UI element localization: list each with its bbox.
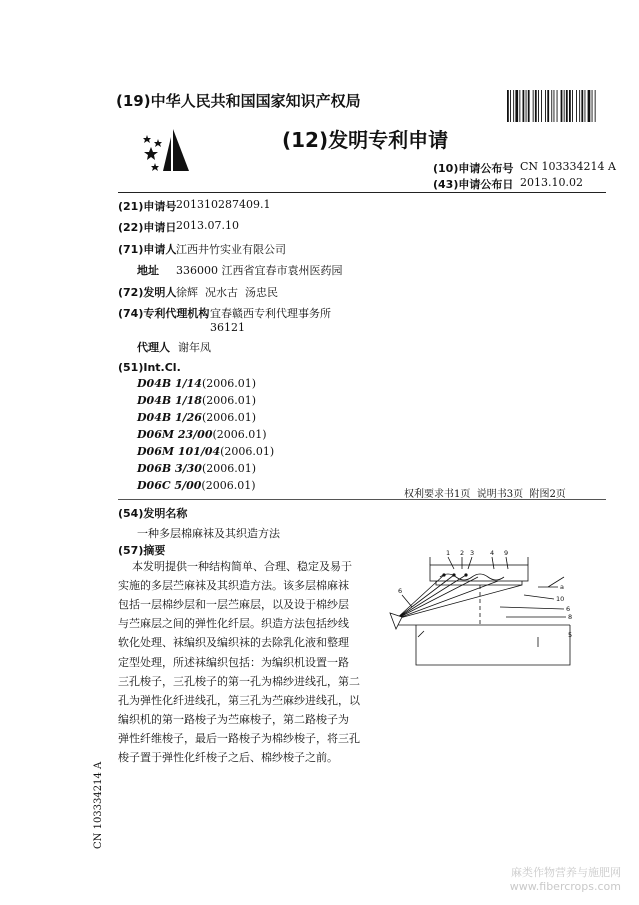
abstract-line: 弹性纤维梭子，最后一路梭子为棉纱梭子，将三孔 [118,731,360,745]
barcode [507,90,606,122]
figure-label: 3 [470,549,475,557]
page-counts: 权利要求书1页 说明书3页 附图2页 [404,489,566,500]
ipc-row [137,462,256,475]
ipc-row [137,377,256,390]
abstract-line: 与苎麻层之间的弹性化纤层。织造方法包括纱线 [118,617,349,631]
ipc-code: D06C 5/00 [137,479,202,492]
ipc-code: D04B 1/26 [137,411,202,424]
figure-label: 4 [490,549,495,557]
header-divider [118,192,606,193]
ipc-code: D04B 1/14 [137,377,202,390]
application-date-label: (22)申请日 [118,221,177,234]
abstract-line: 实施的多层苎麻袜及其织造方法。该多层棉麻袜 [118,579,349,593]
agency-label: (74)专利代理机构 [118,307,210,320]
figure-label: 8 [568,613,573,621]
ipc-code: D06M 101/04 [137,445,221,458]
watermark [510,866,621,894]
inventor-value: 徐辉 况水古 汤忠民 [176,286,278,299]
abstract-line: 包括一层棉纱层和一层苎麻层，以及设于棉纱层 [118,598,349,612]
abstract-line: 编织机的第一路梭子为苎麻梭子，第二路梭子为 [118,712,349,726]
application-number-label: (21)申请号 [118,200,177,213]
ipc-row [137,479,256,492]
figure-label: 10 [556,595,565,603]
figure-label: 9 [504,549,509,557]
figure-label: 6 [566,605,571,613]
abstract-label: (57)摘要 [118,544,166,557]
figure-label: 6 [398,587,403,595]
abstract-line: 孔为弹性化纤进线孔，第三孔为苎麻纱进线孔，以 [118,693,360,707]
application-date-value: 2013.07.10 [176,219,239,232]
figure-label: 1 [446,549,451,557]
ipc-row [137,411,256,424]
ipc-version: (2006.01) [201,377,257,390]
application-number-value: 201310287409.1 [176,198,271,211]
ipc-version: (2006.01) [201,462,257,475]
applicant-value: 江西井竹实业有限公司 [176,243,286,256]
ipc-version: (2006.01) [201,411,257,424]
inventor-label: (72)发明人 [118,286,177,299]
document-type-title: (12)发明专利申请 [282,128,449,152]
watermark-line-2: www.fibercrops.com [509,880,621,893]
agency-value: 宜春赣西专利代理事务所 [210,307,331,320]
invention-title-label: (54)发明名称 [118,507,188,520]
abstract-figure [388,547,610,672]
watermark-line-1: 麻类作物营养与施肥网 [511,866,621,879]
applicant-label: (71)申请人 [118,243,177,256]
address-value: 336000 江西省宜春市袁州医药园 [176,264,343,277]
ipc-row [137,394,256,407]
authority-heading: (19)中华人民共和国国家知识产权局 [116,92,361,110]
int-cl-label: (51)Int.Cl. [118,361,181,374]
address-label: 地址 [137,264,159,277]
abstract-line: 本发明提供一种结构简单、合理、稳定及易于 [118,560,352,573]
abstract-line: 定型处理，所述袜编织包括：为编织机设置一路 [118,655,349,669]
side-publication-number: CN 103334214 A [93,761,104,849]
figure-label: 2 [460,549,465,557]
publication-date-value: 2013.10.02 [520,176,583,189]
ipc-code: D04B 1/18 [137,394,202,407]
figure-label: a [560,583,564,591]
agent-label: 代理人 [137,341,170,354]
publication-number-label: (10)申请公布号 [433,162,514,175]
ipc-version: (2006.01) [212,428,267,441]
abstract-line: 梭子置于弹性化纤梭子之后、棉纱梭子之前。 [118,751,338,764]
publication-number-value: CN 103334214 A [520,160,616,173]
ipc-row [137,428,267,441]
abstract-line: 三孔梭子，三孔梭子的第一孔为棉纱进线孔，第二 [118,674,360,688]
publication-date-label: (43)申请公布日 [433,178,514,191]
cnipa-emblem [143,127,193,175]
ipc-version: (2006.01) [220,445,275,458]
ipc-code: D06M 23/00 [137,428,213,441]
invention-title-value: 一种多层棉麻袜及其织造方法 [137,527,280,540]
ipc-row [137,445,274,458]
agency-code: 36121 [210,321,245,334]
ipc-code: D06B 3/30 [137,462,202,475]
ipc-version: (2006.01) [201,394,257,407]
figure-label: 5 [568,631,573,639]
agent-value: 谢年凤 [178,341,211,354]
abstract-line: 软化处理、袜编织及编织袜的去除乳化液和整理 [118,636,349,650]
ipc-version: (2006.01) [201,479,256,492]
